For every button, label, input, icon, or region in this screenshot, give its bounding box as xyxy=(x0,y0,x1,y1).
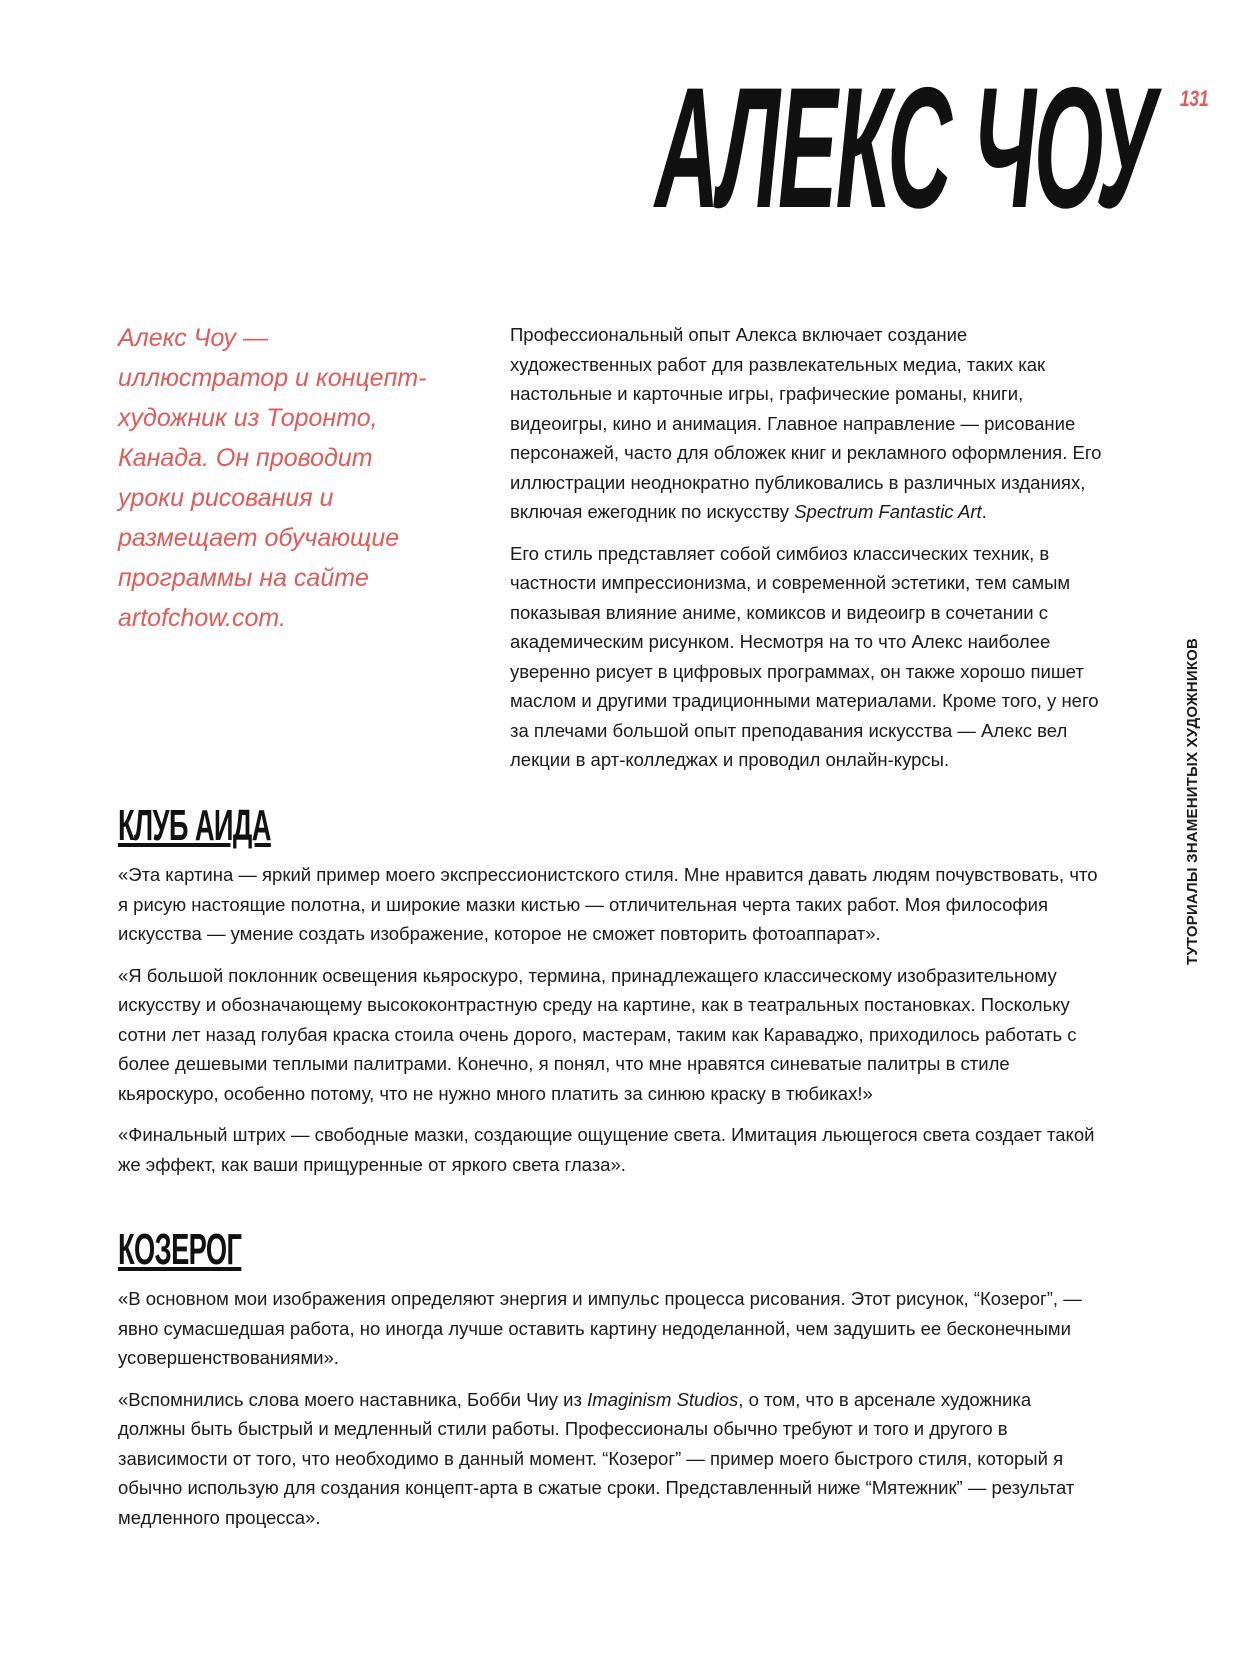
page-title: АЛЕКС ЧОУ xyxy=(655,52,1155,244)
section-club-aida xyxy=(118,802,1103,1191)
bio-paragraph-1-text: Профессиональный опыт Алекса включает создание художественных работ для развлекательных медиа, таких как настольные и карточные игры, графические романы, книги, видеоигры, кино и анимация. Главное направление — рисование персонажей, часто для обложек книг и рекламного оформления. Его иллюстрации неоднократно публиковались в различных изданиях, включая ежегодник по искусству xyxy=(510,324,1102,522)
section-1-paragraph-2: «Я большой поклонник освещения кьяроскуро, термина, принадлежащего классическому изобразительному искусству и обозначающему высококонтрастную среду на картине, как в театральных постановках. Поскольку сотни лет назад голубая краска стоила очень дорого, мастерам, таким как Караваджо, приходилось работать с более дешевыми теплыми палитрами. Конечно, я понял, что мне нравятся синеватые палитры в стиле кьяроскуро, особенно потому, что не нужно много платить за синюю краску в тюбиках!» xyxy=(118,964,1077,1104)
section-title-capricorn: КОЗЕРОГ xyxy=(118,1225,242,1274)
bio-paragraph-1-end: . xyxy=(981,501,987,522)
section-2-paragraph-2 xyxy=(118,1385,1103,1533)
intro-paragraph: Алекс Чоу — иллюстратор и концепт-художник из Торонто, Канада. Он проводит уроки рисования и размещает обучающие программы на сайте artofchow.com. xyxy=(118,324,427,632)
section-2-paragraph-1: «В основном мои изображения определяют энергия и импульс процесса рисования. Этот рисунок, “Козерог”, — явно сумасшедшая работа, но иногда лучше оставить картину недоделанной, чем задушить ее бесконечными усовершенствованиями». xyxy=(118,1288,1082,1368)
bio-paragraph-1 xyxy=(510,320,1102,527)
section-1-paragraph-3: «Финальный штрих — свободные мазки, создающие ощущение света. Имитация льющегося света создает такой же эффект, как ваши прищуренные от яркого света глаза». xyxy=(118,1124,1095,1175)
bio-paragraph-1-emphasis: Spectrum Fantastic Art xyxy=(794,501,982,522)
bio-paragraph-2: Его стиль представляет собой симбиоз классических техник, в частности импрессионизма, и современной эстетики, тем самым показывая влияние аниме, комиксов и видеоигр в сочетании с академическим рисунком. Несмотря на то что Алекс наиболее уверенно рисует в цифровых программах, он также хорошо пишет маслом и другими традиционными материалами. Кроме того, у него за плечами большой опыт преподавания искусства — Алекс вел лекции в арт-колледжах и проводил онлайн-курсы. xyxy=(510,542,1099,770)
section-2-paragraph-2-text: «Вспомнились слова моего наставника, Бобби Чиу из xyxy=(118,1388,588,1410)
section-capricorn xyxy=(118,1226,1103,1544)
section-2-paragraph-2-end: , о том, что в арсенале художника должны быть быстрый и медленный стили работы. Профессионалы обычно требуют и того и другого в зависимости от того, что необходимо в данный момент. “Козерог” — пример моего быстрого стиля, который я обычно использую для создания концепт-арта в сжатые сроки. Представленный ниже “Мятежник” — результат медленного процесса». xyxy=(118,1388,1075,1528)
bio-column xyxy=(510,320,1102,787)
section-2-paragraph-2-emphasis: Imaginism Studios xyxy=(587,1388,739,1410)
page-number: 131 xyxy=(1180,86,1209,111)
section-1-paragraph-1: «Эта картина — яркий пример моего экспрессионистского стиля. Мне нравится давать людям почувствовать, что я рисую настоящие полотна, и широкие мазки кистью — отличительная черта таких работ. Моя философия искусства — умение создать изображение, которое не сможет повторить фотоаппарат». xyxy=(118,864,1098,944)
section-title-club-aida: КЛУБ АИДА xyxy=(118,801,271,850)
running-header-vertical: ТУТОРИАЛЫ ЗНАМЕНИТЫХ ХУДОЖНИКОВ xyxy=(1184,637,1201,965)
